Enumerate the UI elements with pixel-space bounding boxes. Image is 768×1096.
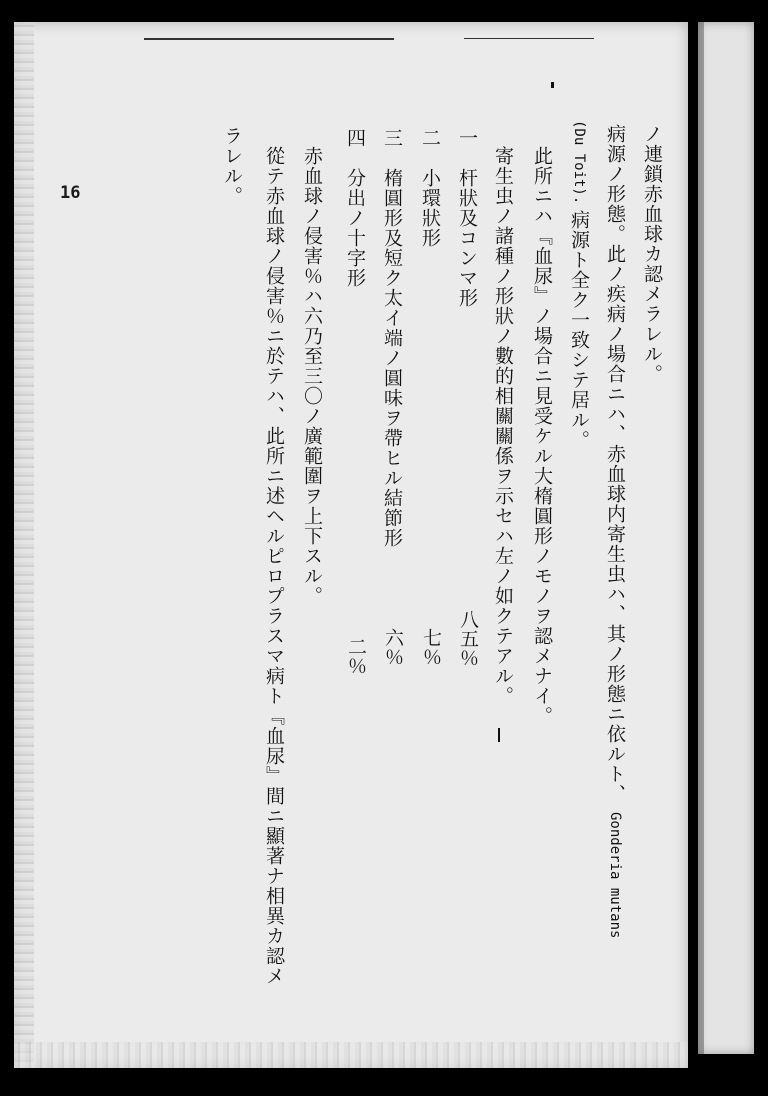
- text-column-2: [603, 124, 627, 938]
- top-rule: [144, 38, 394, 40]
- percentage-1: 八五％: [457, 610, 479, 667]
- text-column-11: 從テ赤血球ノ侵害％ニ於テハ、此所ニ述ヘルピロプラスマ病ト『血尿』間ニ顯著ナ相異カ認メ: [263, 146, 285, 986]
- top-rule-right: [464, 38, 594, 39]
- text-column-10: 赤血球ノ侵害％ハ六乃至三〇ノ廣範圍ヲ上下スル。: [301, 146, 323, 606]
- percentage-3: 六％: [382, 628, 404, 666]
- percentage-4: 二％: [345, 637, 367, 675]
- text-column-3-jp: 病源ト全ク一致シテ居ル。: [568, 210, 590, 451]
- adjacent-page-edge: [698, 22, 754, 1054]
- text-column-5: 寄生虫ノ諸種ノ形狀ノ數的相關關係ヲ示セハ左ノ如クテアル。: [492, 146, 514, 706]
- text-column-12: ラレル。: [221, 126, 243, 206]
- ink-speck: [498, 728, 500, 742]
- text-column-4: 此所ニハ『血尿』ノ場合ニ見受ケル大楕圓形ノモノヲ認メナイ。: [531, 146, 553, 726]
- text-column-1: ノ連鎖赤血球カ認メラレル。: [641, 124, 663, 384]
- ink-speck: [551, 82, 554, 88]
- list-item-4: 四 分出ノ十字形: [344, 128, 366, 288]
- text-column-2-jp: 病源ノ形態。此ノ疾病ノ場合ニハ、赤血球内寄生虫ハ、其ノ形態ニ依ルト、: [604, 124, 626, 804]
- author-name: (Du Toit).: [571, 120, 587, 205]
- species-name: Gonderia mutans: [607, 812, 623, 939]
- list-item-1: 一 杆狀及コンマ形: [456, 128, 478, 308]
- text-column-3: [567, 120, 591, 450]
- list-item-2: 二 小環狀形: [419, 128, 441, 248]
- page-number: 16: [60, 183, 81, 203]
- list-item-3: 三 楕圓形及短ク太イ端ノ圓味ヲ帶ヒル結節形: [381, 128, 403, 548]
- percentage-2: 七％: [420, 628, 442, 666]
